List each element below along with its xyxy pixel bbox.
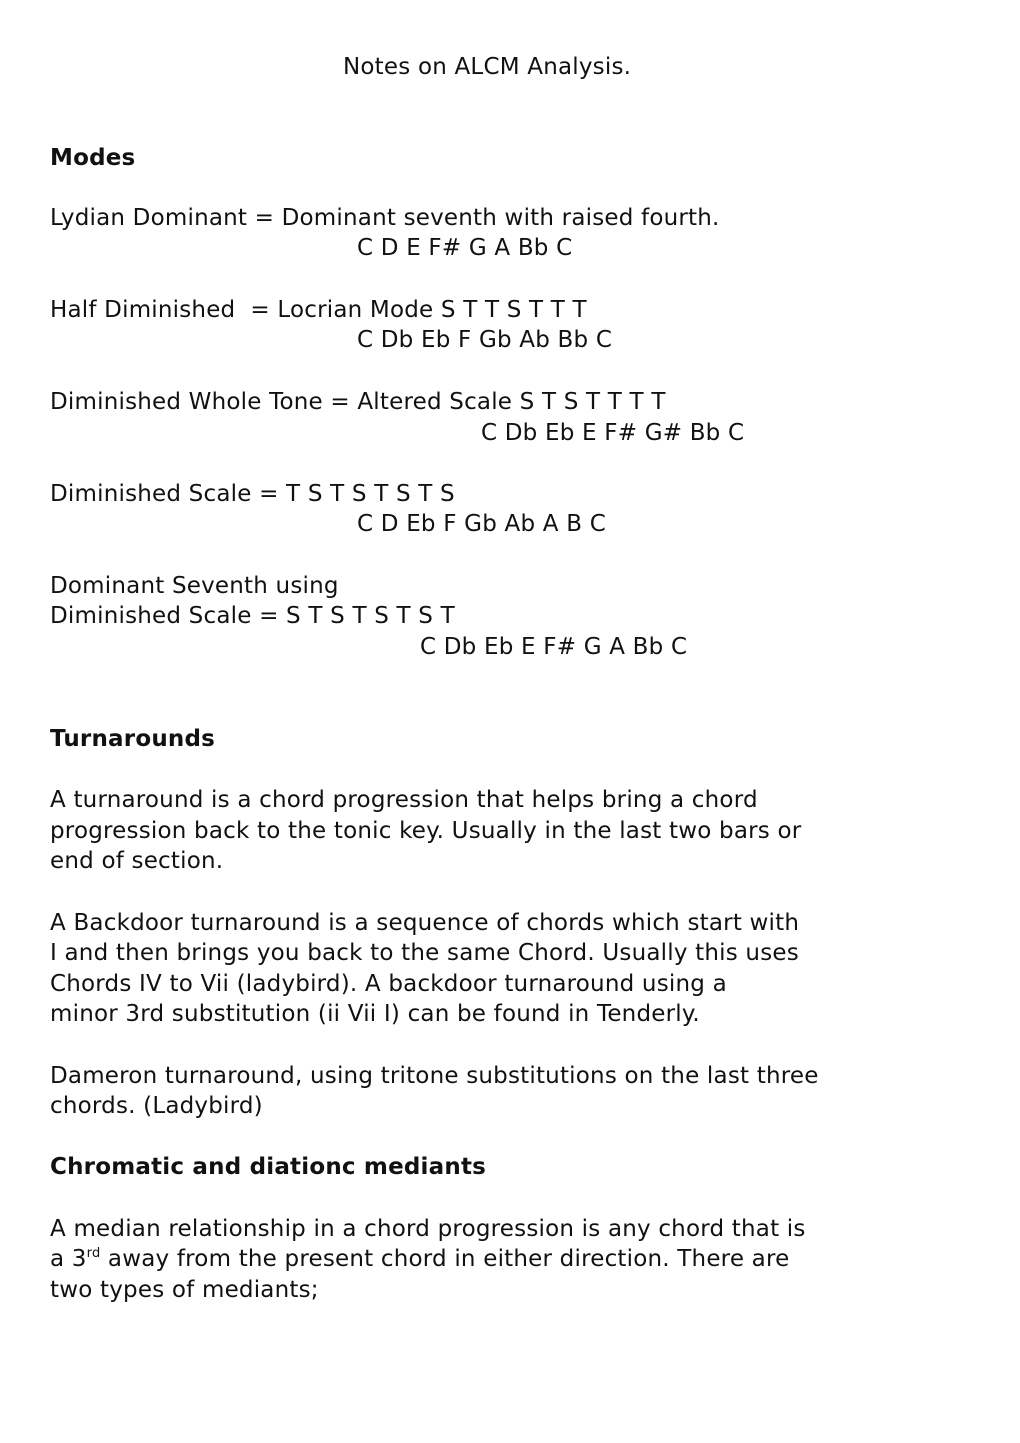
turnaround-p2-line3: Chords IV to Vii (ladybird). A backdoor turnaround using a	[50, 971, 727, 997]
lydian-dominant-notes: C D E F# G A Bb C	[357, 235, 573, 261]
half-diminished-line: Half Diminished = Locrian Mode S T T S T T T	[50, 297, 587, 323]
lydian-dominant-line: Lydian Dominant = Dominant seventh with raised fourth.	[50, 205, 720, 231]
diminished-scale-line: Diminished Scale = T S T S T S T S	[50, 481, 455, 507]
turnaround-p2-line4: minor 3rd substitution (ii Vii I) can be found in Tenderly.	[50, 1001, 700, 1027]
dominant-seventh-line1: Dominant Seventh using	[50, 573, 339, 599]
heading-mediants: Chromatic and diationc mediants	[50, 1154, 487, 1180]
heading-modes: Modes	[50, 145, 136, 171]
ordinal-suffix: rd	[86, 1246, 101, 1261]
turnaround-p2-line2: I and then brings you back to the same Chord. Usually this uses	[50, 940, 799, 966]
page-title: Notes on ALCM Analysis.	[343, 54, 632, 80]
turnaround-p1-line3: end of section.	[50, 848, 224, 874]
half-diminished-notes: C Db Eb F Gb Ab Bb C	[357, 327, 613, 353]
mediants-line3: two types of mediants;	[50, 1277, 319, 1303]
dominant-seventh-line2: Diminished Scale = S T S T S T S T	[50, 603, 455, 629]
turnaround-p3-line1: Dameron turnaround, using tritone substitutions on the last three	[50, 1063, 819, 1089]
mediants-line1: A median relationship in a chord progression is any chord that is	[50, 1216, 806, 1242]
diminished-whole-tone-notes: C Db Eb E F# G# Bb C	[481, 420, 745, 446]
dominant-seventh-notes: C Db Eb E F# G A Bb C	[420, 634, 688, 660]
turnaround-p1-line2: progression back to the tonic key. Usually in the last two bars or	[50, 818, 802, 844]
mediants-line2-pre: a 3	[50, 1246, 87, 1272]
diminished-whole-tone-line: Diminished Whole Tone = Altered Scale S T S T T T T	[50, 389, 666, 415]
turnaround-p3-line2: chords. (Ladybird)	[50, 1093, 263, 1119]
turnaround-p2-line1: A Backdoor turnaround is a sequence of chords which start with	[50, 910, 800, 936]
mediants-line2	[50, 1244, 789, 1274]
turnaround-p1-line1: A turnaround is a chord progression that helps bring a chord	[50, 787, 758, 813]
diminished-scale-notes: C D Eb F Gb Ab A B C	[357, 511, 606, 537]
mediants-line2-post: away from the present chord in either direction. There are	[100, 1246, 790, 1272]
heading-turnarounds: Turnarounds	[50, 726, 216, 752]
